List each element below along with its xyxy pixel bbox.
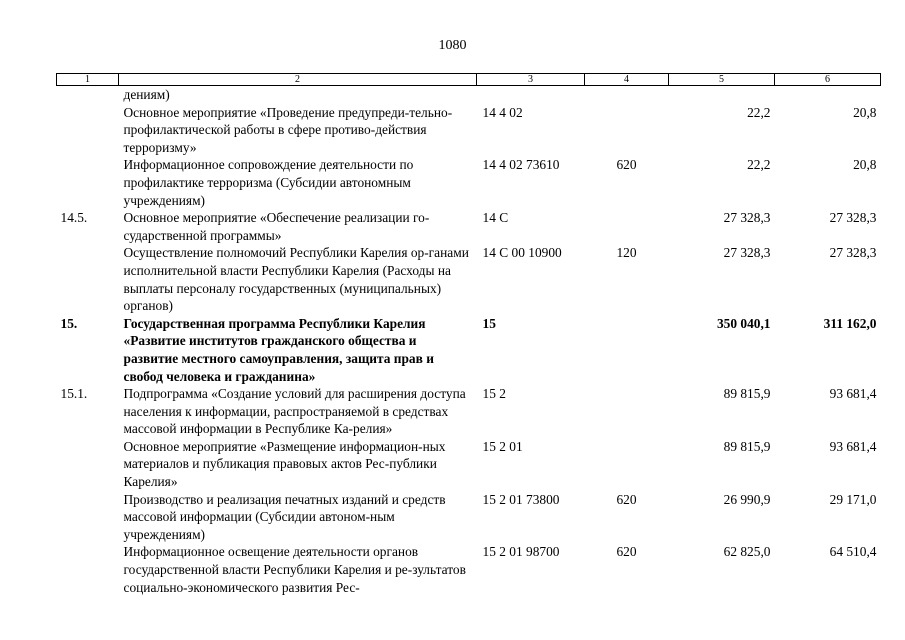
table-row — [57, 209, 881, 244]
row-code: 14 4 02 — [482, 104, 523, 120]
row-name: Производство и реализация печатных изданий и средств массовой информации (Субсидии автоном-ным учреждениям) — [123, 491, 446, 542]
row-index: 15. — [60, 315, 78, 331]
row-name: Основное мероприятие «Проведение предупреди-тельно-профилактической работы в сфере противо-действия терроризму» — [123, 104, 453, 155]
row-index — [57, 491, 119, 544]
table-row — [57, 491, 881, 544]
row-value-year2: 311 162,0 — [823, 315, 877, 331]
row-value-year2 — [775, 86, 881, 104]
row-code — [477, 86, 585, 104]
row-index — [57, 104, 119, 157]
row-code: 15 2 01 — [482, 438, 523, 454]
row-name: Информационное сопровождение деятельности по профилактике терроризма (Субсидии автономным учреждениям) — [123, 157, 414, 208]
row-value-year2: 27 328,3 — [829, 245, 877, 261]
row-index — [57, 156, 119, 209]
row-value-year2: 93 681,4 — [829, 438, 877, 454]
header-cell: 1 — [57, 74, 119, 86]
row-value-year1: 22,2 — [747, 104, 771, 120]
row-expense-type — [585, 315, 669, 385]
table-row — [57, 156, 881, 209]
row-code: 14 4 02 73610 — [482, 157, 560, 173]
row-index — [57, 543, 119, 596]
row-code: 15 2 01 98700 — [482, 544, 560, 560]
row-index — [57, 244, 119, 314]
table-header-row — [57, 74, 881, 86]
table-body — [57, 86, 881, 597]
row-name: Основное мероприятие «Размещение информацион-ных материалов и публикация правовых актов Рес-публики Карелия» — [123, 438, 446, 490]
row-expense-type: 620 — [616, 157, 637, 173]
table-row — [57, 385, 881, 438]
row-expense-type — [585, 385, 669, 438]
row-index: 15.1. — [60, 386, 88, 402]
header-cell: 4 — [585, 74, 669, 86]
row-value-year1: 350 040,1 — [716, 315, 771, 331]
table-row — [57, 104, 881, 157]
row-index — [57, 438, 119, 491]
row-expense-type: 620 — [616, 491, 637, 507]
row-code: 14 С 00 10900 — [482, 245, 562, 261]
row-expense-type — [585, 86, 669, 104]
row-code: 14 С — [482, 210, 509, 226]
page-number: 1080 — [438, 38, 467, 53]
row-name: дениям) — [123, 87, 170, 102]
header-cell: 2 — [119, 74, 477, 86]
row-name: Осуществление полномочий Республики Карелия ор-ганами исполнительной власти Республики Карелия (Расходы на выплаты персоналу государственных (муниципальных) органов) — [123, 245, 469, 314]
row-name: Информационное освещение деятельности органов государственной власти Республики Карелия и ре-зультатов социально-экономического развития Рес- — [123, 544, 466, 595]
row-expense-type — [585, 104, 669, 157]
row-value-year1 — [669, 86, 775, 104]
row-code: 15 2 01 73800 — [482, 491, 560, 507]
table-row — [57, 438, 881, 491]
row-value-year1: 89 815,9 — [723, 386, 771, 402]
row-index — [57, 86, 119, 104]
table-row — [57, 86, 881, 104]
row-expense-type — [585, 209, 669, 244]
row-value-year2: 27 328,3 — [829, 210, 877, 226]
row-name: Основное мероприятие «Обеспечение реализации го-сударственной программы» — [123, 210, 430, 243]
table-row — [57, 244, 881, 314]
budget-table — [56, 73, 881, 596]
row-name: Государственная программа Республики Карелия «Развитие институтов гражданского общества и развитие местного самоуправления, защита прав и свобод человека и гражданина» — [123, 315, 434, 384]
header-cell: 5 — [669, 74, 775, 86]
row-value-year1: 27 328,3 — [723, 210, 771, 226]
header-cell: 3 — [477, 74, 585, 86]
header-cell: 6 — [775, 74, 881, 86]
row-code: 15 — [482, 315, 496, 331]
table-row — [57, 543, 881, 596]
row-value-year1: 27 328,3 — [723, 245, 771, 261]
row-value-year2: 64 510,4 — [829, 544, 877, 560]
row-value-year2: 29 171,0 — [829, 491, 877, 507]
row-code: 15 2 — [482, 386, 506, 402]
row-expense-type: 120 — [616, 245, 637, 261]
row-value-year1: 89 815,9 — [723, 438, 771, 454]
row-value-year2: 20,8 — [853, 104, 877, 120]
table-row — [57, 315, 881, 385]
row-value-year1: 26 990,9 — [723, 491, 771, 507]
row-expense-type — [585, 438, 669, 491]
row-value-year1: 22,2 — [747, 157, 771, 173]
row-name: Подпрограмма «Создание условий для расширения доступа населения к информации, распространяемой в средствах массовой информации в Республике Ка-релия» — [123, 386, 466, 437]
row-index: 14.5. — [60, 210, 88, 226]
row-value-year2: 93 681,4 — [829, 386, 877, 402]
row-value-year1: 62 825,0 — [723, 544, 771, 560]
row-value-year2: 20,8 — [853, 157, 877, 173]
row-expense-type: 620 — [616, 544, 637, 560]
